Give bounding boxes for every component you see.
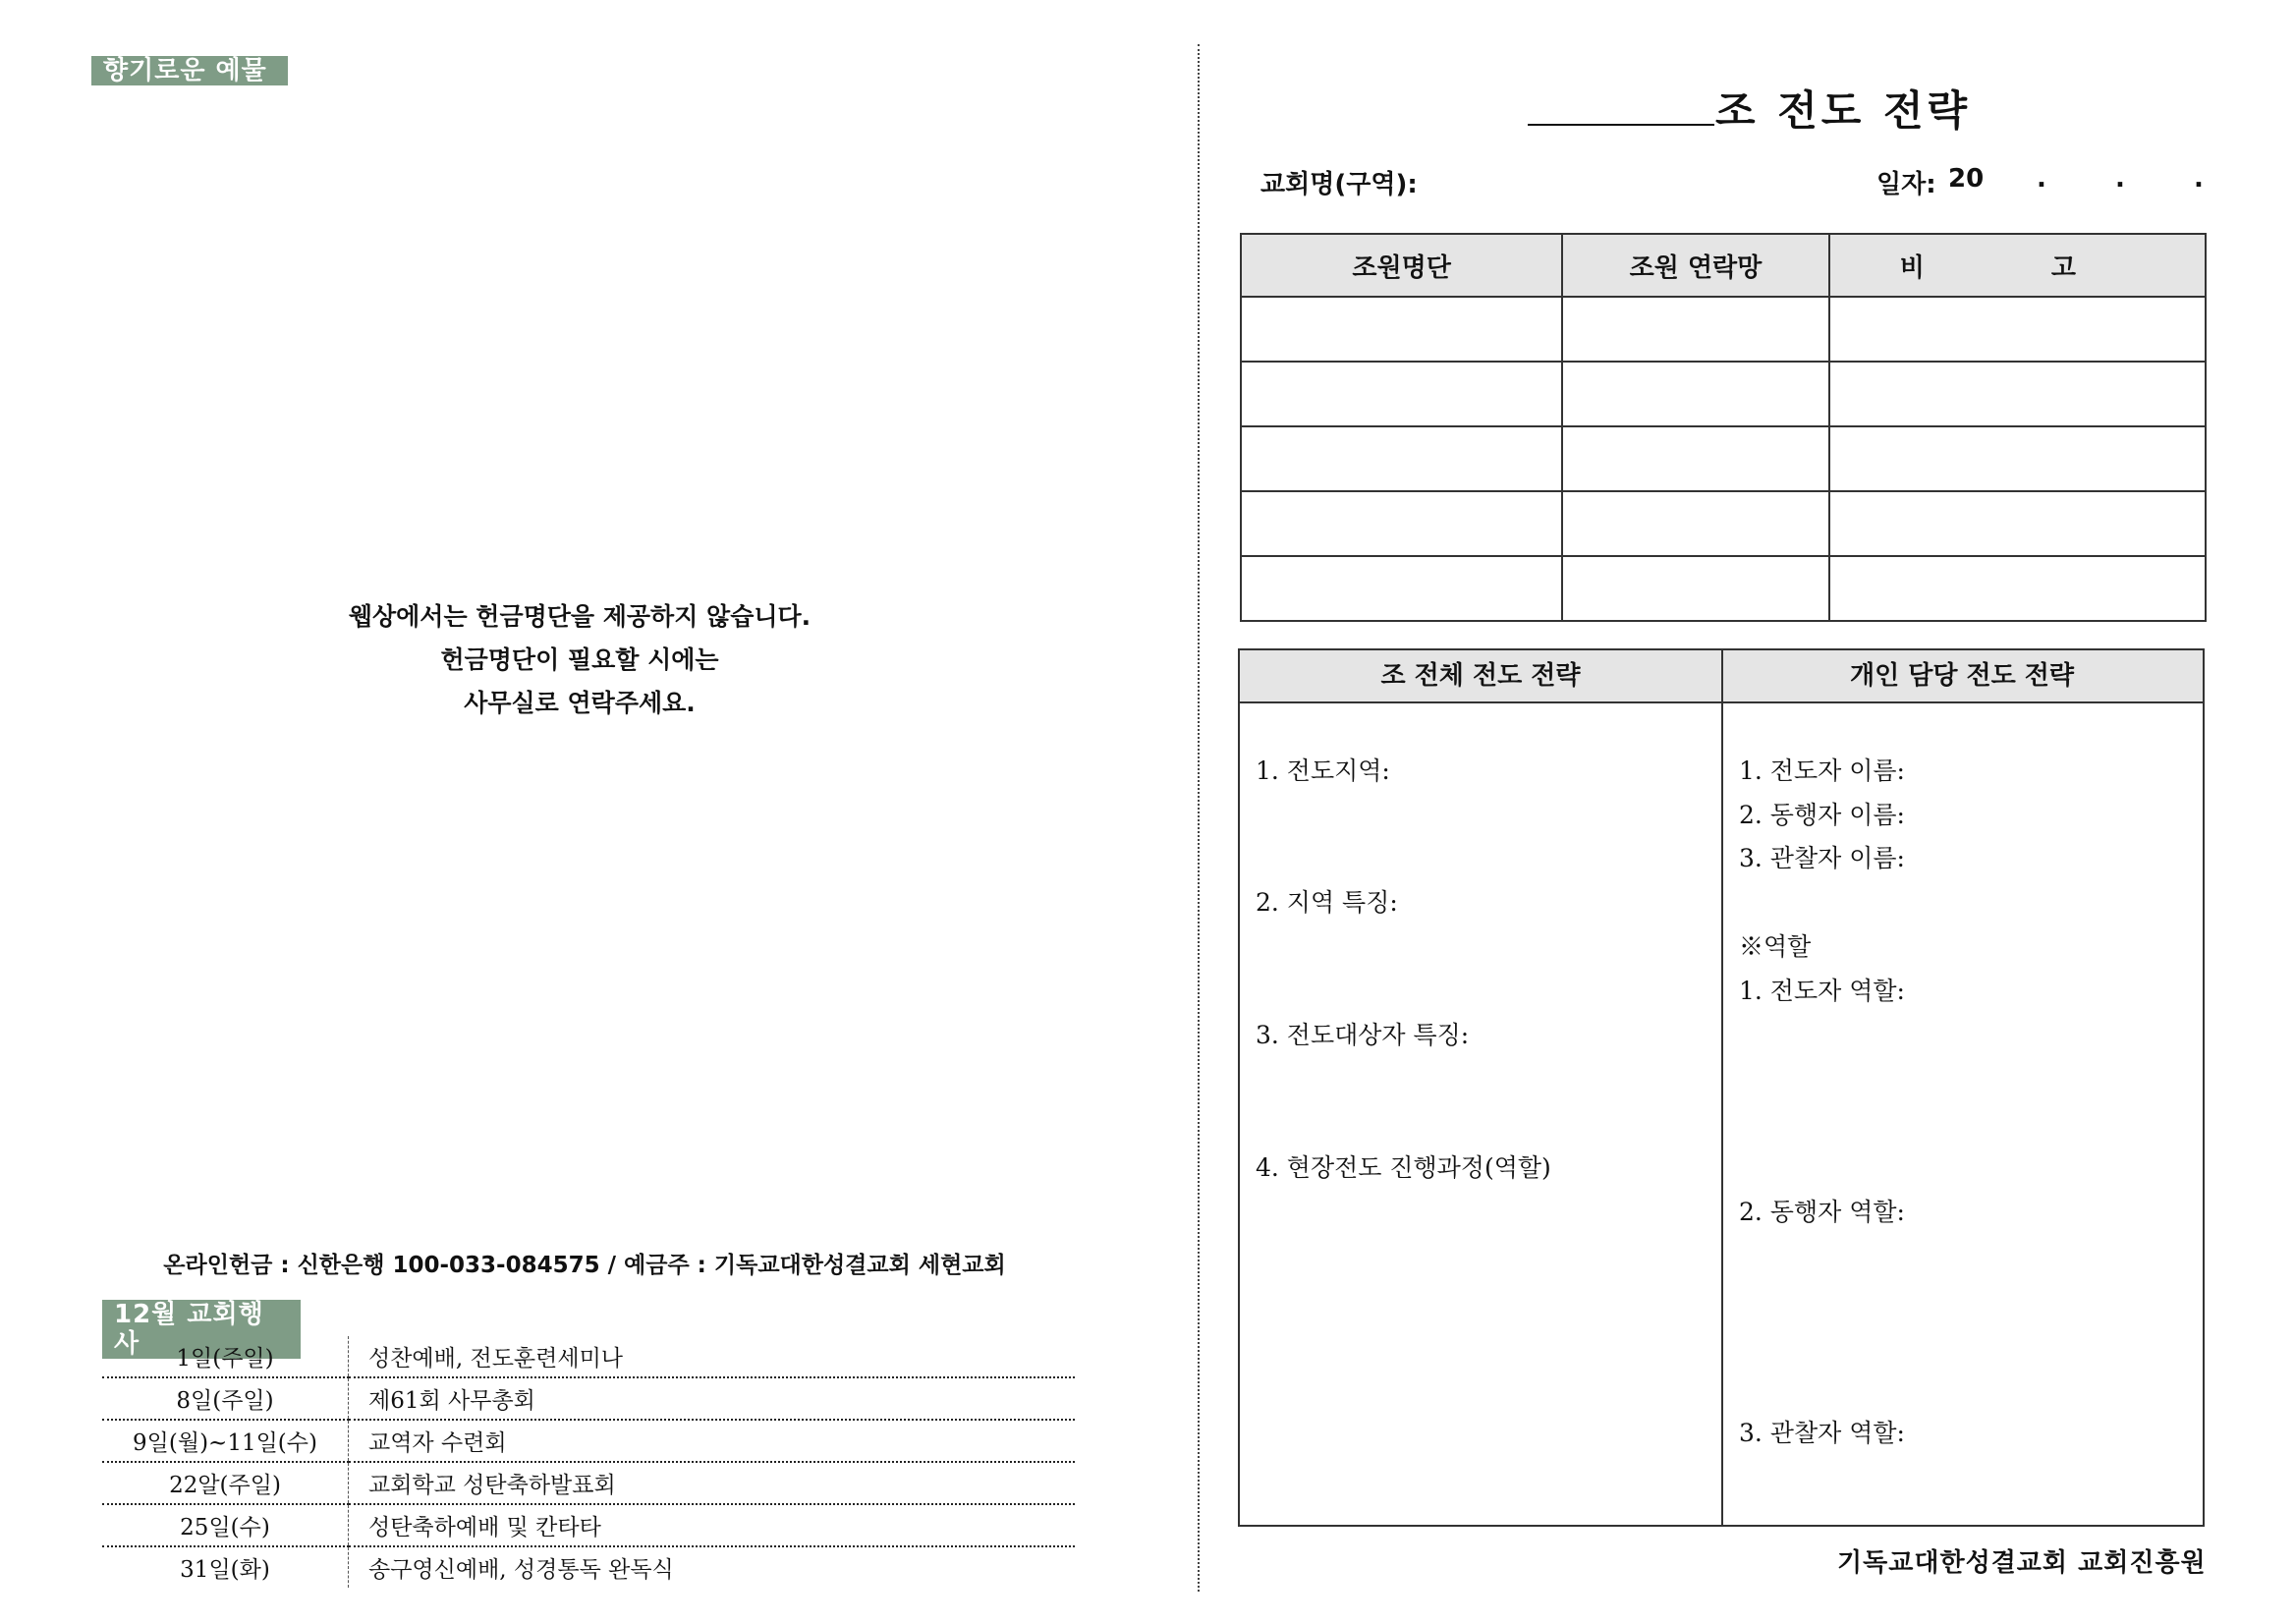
- group-strategy-header: 조 전체 전도 전략: [1240, 650, 1721, 703]
- event-row: [102, 1420, 1075, 1462]
- member-name-cell: [1241, 556, 1562, 621]
- event-description: 성찬예배, 전도훈련세미나: [349, 1336, 1076, 1377]
- header-member-names: 조원명단: [1241, 234, 1562, 297]
- event-date: 9일(월)~11일(수): [102, 1420, 349, 1462]
- offering-notice: [255, 595, 904, 725]
- member-row: [1241, 362, 2206, 426]
- member-table: [1240, 233, 2207, 622]
- church-name-label: 교회명(구역):: [1260, 170, 1418, 199]
- member-row: [1241, 297, 2206, 362]
- evangelist-name-field: 1. 전도자 이름:: [1739, 756, 1905, 785]
- member-name-cell: [1241, 491, 1562, 556]
- evangelist-role-field: 1. 전도자 역할:: [1739, 977, 1905, 1005]
- page-fold-divider: [1198, 44, 1200, 1592]
- event-row: [102, 1504, 1075, 1546]
- member-contact-cell: [1562, 556, 1828, 621]
- strategy-area-field: 1. 전도지역:: [1256, 756, 1390, 785]
- group-name-blank-line: [1528, 124, 1714, 126]
- online-offering-info: 온라인헌금 : 신한은행 100-033-084575 / 예금주 : 기독교대한성결교회 세현교회: [163, 1253, 1006, 1278]
- strategy-table: [1238, 648, 2205, 1527]
- individual-strategy-header: 개인 담당 전도 전략: [1721, 650, 2203, 703]
- member-remark-cell: [1829, 297, 2206, 362]
- events-table: [102, 1336, 1075, 1588]
- member-contact-cell: [1562, 491, 1828, 556]
- event-date: 1일(주일): [102, 1336, 349, 1377]
- date-separator: .: [2194, 164, 2204, 194]
- date-separator: .: [2115, 164, 2125, 194]
- publisher-footer: 기독교대한성결교회 교회진흥원: [1837, 1548, 2207, 1578]
- area-characteristics-field: 2. 지역 특징:: [1256, 888, 1398, 917]
- event-description: 교회학교 성탄축하발표회: [349, 1462, 1076, 1504]
- observer-name-field: 3. 관찰자 이름:: [1739, 844, 1905, 872]
- strategy-column-divider: [1721, 650, 1723, 1525]
- event-date: 22알(주일): [102, 1462, 349, 1504]
- member-name-cell: [1241, 362, 1562, 426]
- date-separator: .: [2037, 164, 2046, 194]
- event-row: [102, 1377, 1075, 1420]
- event-row: [102, 1546, 1075, 1588]
- page-title: 조 전도 전략: [1715, 86, 1972, 135]
- companion-role-field: 2. 동행자 역할:: [1739, 1198, 1905, 1226]
- event-row: [102, 1336, 1075, 1377]
- member-row: [1241, 426, 2206, 491]
- date-year: 20: [1948, 164, 1985, 194]
- event-description: 송구영신예배, 성경통독 완독식: [368, 1557, 674, 1583]
- member-remark-cell: [1829, 556, 2206, 621]
- member-name-cell: [1241, 297, 1562, 362]
- event-description: 교역자 수련회: [349, 1420, 1076, 1462]
- member-table-header: [1241, 234, 2206, 297]
- target-characteristics-field: 3. 전도대상자 특징:: [1256, 1021, 1470, 1049]
- event-row: [102, 1462, 1075, 1504]
- member-contact-cell: [1562, 297, 1828, 362]
- event-description: 성탄축하예배 및 칸타타: [349, 1504, 1076, 1546]
- events-section-tag: 12월 교회행사: [102, 1300, 301, 1359]
- header-remarks: 비 고: [1829, 234, 2206, 297]
- notice-line: 사무실로 연락주세요.: [464, 689, 696, 717]
- member-contact-cell: [1562, 362, 1828, 426]
- process-field: 4. 현장전도 진행과정(역할): [1256, 1153, 1551, 1182]
- member-row: [1241, 491, 2206, 556]
- header-member-contacts: 조원 연락망: [1562, 234, 1828, 297]
- roles-note: ※역할: [1739, 932, 1812, 961]
- member-name-cell: [1241, 426, 1562, 491]
- offering-section-tag: 향기로운 예물: [91, 56, 288, 85]
- event-date: 31일(화): [102, 1546, 349, 1588]
- member-remark-cell: [1829, 426, 2206, 491]
- event-date: 25일(수): [102, 1504, 349, 1546]
- notice-line: 헌금명단이 필요할 시에는: [440, 645, 719, 674]
- notice-line: 웹상에서는 헌금명단을 제공하지 않습니다.: [348, 602, 812, 631]
- event-date: 8일(주일): [102, 1377, 349, 1420]
- companion-name-field: 2. 동행자 이름:: [1739, 801, 1905, 829]
- observer-role-field: 3. 관찰자 역할:: [1739, 1419, 1905, 1447]
- member-remark-cell: [1829, 491, 2206, 556]
- member-contact-cell: [1562, 426, 1828, 491]
- member-row: [1241, 556, 2206, 621]
- member-remark-cell: [1829, 362, 2206, 426]
- date-label: 일자:: [1876, 170, 1936, 199]
- event-description: 제61회 사무총회: [349, 1377, 1076, 1420]
